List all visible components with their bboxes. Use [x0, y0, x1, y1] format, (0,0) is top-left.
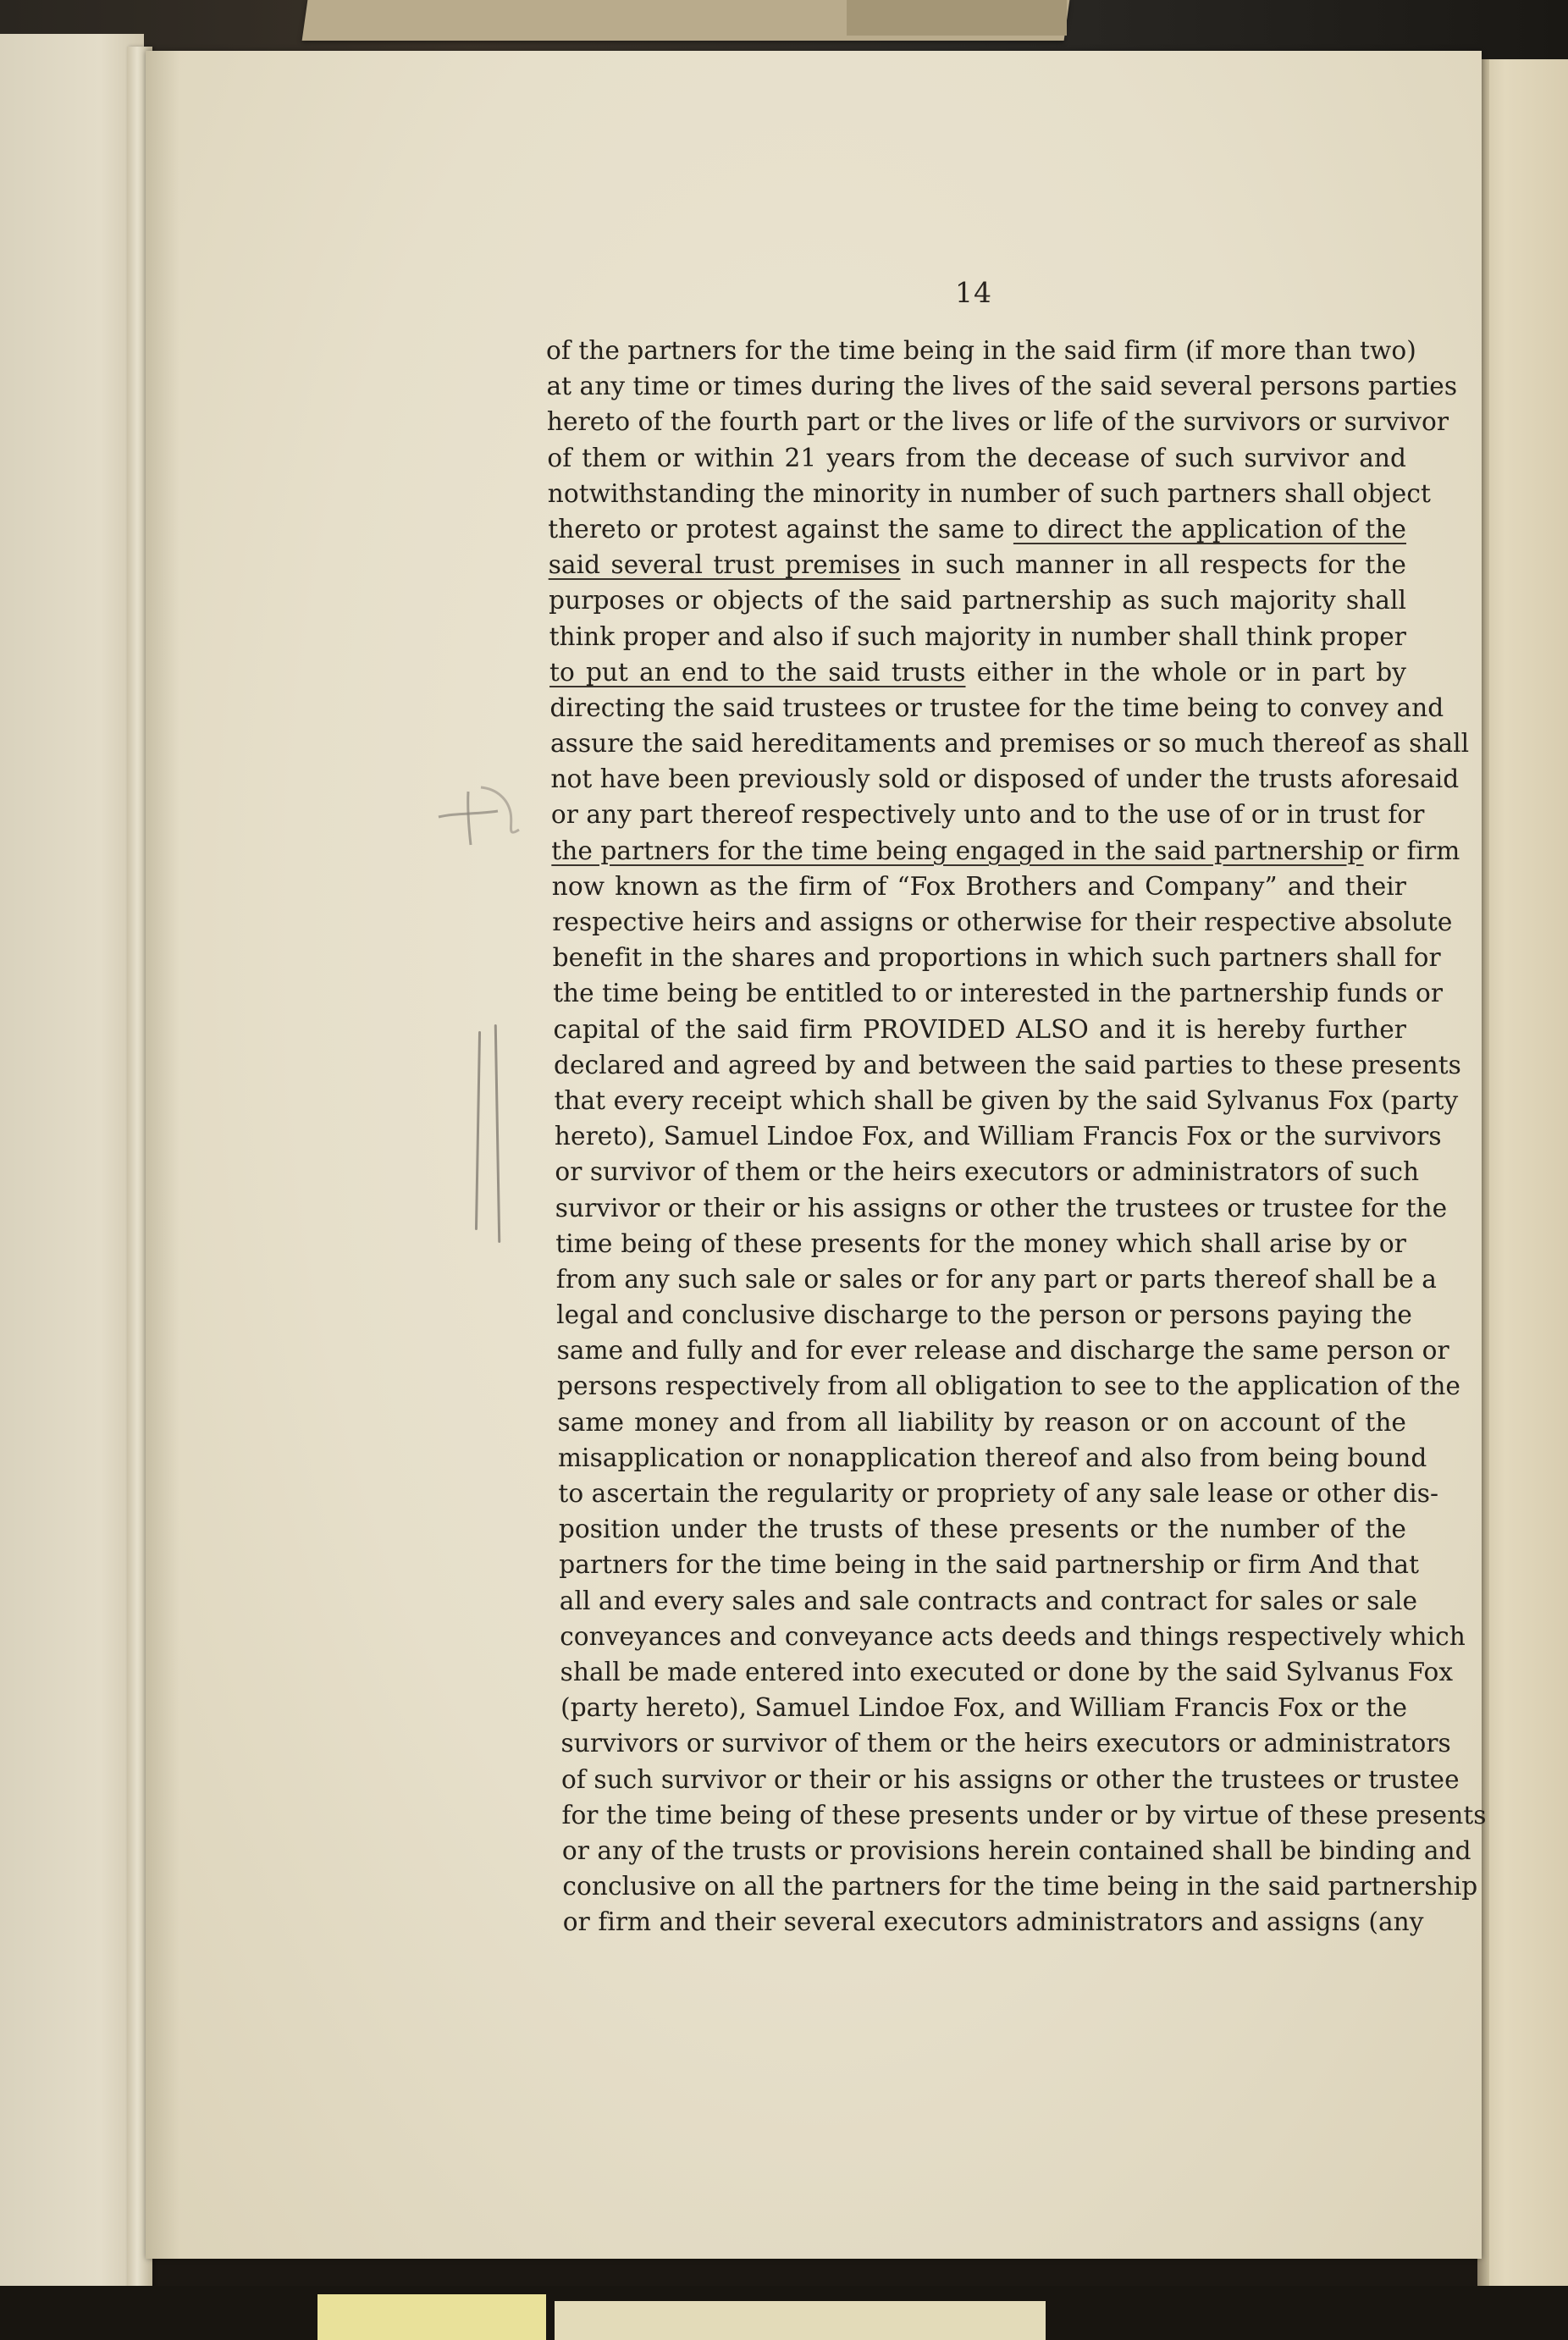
- text-line: [557, 1440, 1427, 1476]
- text-line: [549, 726, 1470, 761]
- text-line: [546, 404, 1449, 439]
- text-line: [552, 869, 1406, 904]
- text-segment: or firm and their several executors administrators and assigns (any: [562, 1907, 1424, 1937]
- text-line: [546, 368, 1458, 404]
- text-segment: or survivor of them or the heirs executors or administrators of such: [555, 1157, 1420, 1187]
- underlined-phrase: to put an end to the said trusts: [549, 657, 966, 687]
- text-segment: for the time being of these presents under or by virtue of these presents: [561, 1800, 1487, 1830]
- text-segment: partners for the time being in the said partnership or firm And that: [559, 1550, 1420, 1580]
- text-segment: same money and from all liability by reason or on account of the: [557, 1407, 1406, 1437]
- text-line: [546, 333, 1416, 368]
- text-line: [550, 761, 1460, 797]
- text-segment: benefit in the shares and proportions in which such partners shall for: [552, 943, 1441, 973]
- text-segment: notwithstanding the minority in number of such partners shall object: [547, 478, 1431, 508]
- text-line: [554, 1118, 1442, 1154]
- text-line: [555, 1154, 1420, 1189]
- text-segment: all and every sales and sale contracts and contract for sales or sale: [559, 1586, 1418, 1615]
- underlined-phrase: said several trust premises: [548, 550, 901, 580]
- document-body-text: [546, 333, 1487, 1940]
- text-segment: conveyances and conveyance acts deeds and things respectively which: [560, 1621, 1466, 1651]
- text-segment: legal and conclusive discharge to the person or persons paying the: [556, 1300, 1413, 1330]
- text-line: [554, 1047, 1461, 1083]
- text-line: [562, 1904, 1424, 1940]
- text-line: [552, 904, 1453, 940]
- text-segment: from any such sale or sales or for any part or parts thereof shall be a: [555, 1264, 1437, 1294]
- text-segment: to ascertain the regularity or propriety of any sale lease or other dis-: [558, 1479, 1439, 1508]
- text-line: [551, 833, 1460, 869]
- text-segment: same and fully and for ever release and discharge the same person or: [556, 1336, 1449, 1366]
- text-segment: or any part thereof respectively unto and to the use of or in trust for: [550, 800, 1425, 830]
- text-line: [560, 1725, 1451, 1761]
- paper-tab: [317, 2294, 546, 2340]
- text-line: [556, 1297, 1413, 1333]
- text-line: [555, 1190, 1448, 1226]
- text-line: [549, 654, 1406, 690]
- text-line: [549, 547, 1406, 582]
- text-segment: capital of the said firm PROVIDED ALSO and it is hereby further: [553, 1014, 1406, 1044]
- text-segment: assure the said hereditaments and premises or so much thereof as shall: [549, 729, 1470, 759]
- text-line: [558, 1405, 1407, 1440]
- text-segment: position under the trusts of these presents or the number of the: [558, 1515, 1406, 1544]
- text-segment: that every receipt which shall be given by the said Sylvanus Fox (party: [554, 1085, 1459, 1115]
- text-segment: (party hereto), Samuel Lindoe Fox, and William Francis Fox or the: [560, 1693, 1408, 1723]
- text-segment: hereto of the fourth part or the lives or life of the survivors or survivor: [546, 407, 1449, 437]
- text-segment: either in the whole or in part by: [965, 657, 1406, 687]
- text-line: [561, 1762, 1460, 1797]
- text-line: [559, 1511, 1406, 1547]
- text-segment: of the partners for the time being in the said firm (if more than two): [546, 336, 1416, 365]
- underlying-pages-left: [0, 34, 144, 2320]
- page-number: 14: [955, 276, 992, 309]
- text-line: [559, 1583, 1418, 1619]
- text-segment: declared and agreed by and between the said parties to these presents: [554, 1050, 1461, 1079]
- adjacent-page-right: [1477, 59, 1568, 2286]
- text-segment: misapplication or nonapplication thereof and also from being bound: [557, 1443, 1427, 1472]
- text-segment: think proper and also if such majority in number shall think proper: [549, 621, 1406, 651]
- text-line: [550, 797, 1425, 832]
- text-line: [556, 1333, 1449, 1368]
- stray-paper: [847, 0, 1067, 36]
- text-segment: or any of the trusts or provisions herein contained shall be binding and: [561, 1835, 1471, 1865]
- text-segment: time being of these presents for the money which shall arise by or: [555, 1228, 1406, 1258]
- text-line: [549, 690, 1444, 726]
- text-segment: survivors or survivor of them or the heirs executors or administrators: [560, 1729, 1451, 1758]
- text-line: [552, 940, 1441, 975]
- text-segment: of such survivor or their or his assigns or other the trustees or trustee: [561, 1764, 1460, 1794]
- text-segment: conclusive on all the partners for the time being in the said partnership: [562, 1872, 1478, 1901]
- text-segment: persons respectively from all obligation to see to the application of the: [557, 1371, 1460, 1401]
- text-segment: purposes or objects of the said partnership as such majority shall: [549, 586, 1406, 615]
- text-segment: hereto), Samuel Lindoe Fox, and William Francis Fox or the survivors: [554, 1122, 1442, 1151]
- text-segment: directing the said trustees or trustee for the time being to convey and: [549, 693, 1444, 722]
- text-line: [554, 1083, 1459, 1118]
- text-line: [558, 1476, 1439, 1511]
- text-segment: the time being be entitled to or interested in the partnership funds or: [553, 979, 1444, 1008]
- text-line: [555, 1226, 1406, 1261]
- text-line: [559, 1547, 1420, 1582]
- text-segment: shall be made entered into executed or done by the said Sylvanus Fox: [560, 1657, 1454, 1686]
- pencil-cross-mark: [430, 770, 523, 847]
- text-segment: at any time or times during the lives of the said several persons parties: [546, 372, 1458, 401]
- text-segment: in such manner in all respects for the: [900, 550, 1406, 580]
- text-line: [547, 440, 1406, 476]
- text-line: [555, 1261, 1437, 1297]
- text-line: [560, 1654, 1454, 1690]
- text-line: [548, 511, 1406, 547]
- text-segment: or firm: [1363, 836, 1460, 865]
- text-segment: not have been previously sold or disposed of under the trusts aforesaid: [550, 764, 1460, 794]
- text-line: [561, 1833, 1471, 1868]
- text-segment: survivor or their or his assigns or other the trustees or trustee for the: [555, 1193, 1448, 1222]
- text-line: [549, 619, 1406, 654]
- paper-tab: [555, 2301, 1046, 2340]
- text-segment: now known as the firm of “Fox Brothers and Company” and their: [551, 871, 1406, 901]
- text-line: [547, 476, 1431, 511]
- text-line: [560, 1619, 1466, 1654]
- text-line: [562, 1868, 1478, 1904]
- text-line: [554, 1012, 1406, 1047]
- text-line: [549, 582, 1406, 618]
- underlined-phrase: to direct the application of the: [1013, 514, 1406, 544]
- text-line: [557, 1368, 1460, 1404]
- text-segment: thereto or protest against the same: [548, 514, 1013, 544]
- text-line: [561, 1797, 1487, 1833]
- text-segment: respective heirs and assigns or otherwise for their respective absolute: [552, 908, 1453, 936]
- text-segment: of them or within 21 years from the decease of such survivor and: [547, 443, 1406, 472]
- text-line: [560, 1690, 1406, 1725]
- text-line: [553, 975, 1444, 1011]
- underlined-phrase: the partners for the time being engaged in the said partnership: [551, 836, 1364, 865]
